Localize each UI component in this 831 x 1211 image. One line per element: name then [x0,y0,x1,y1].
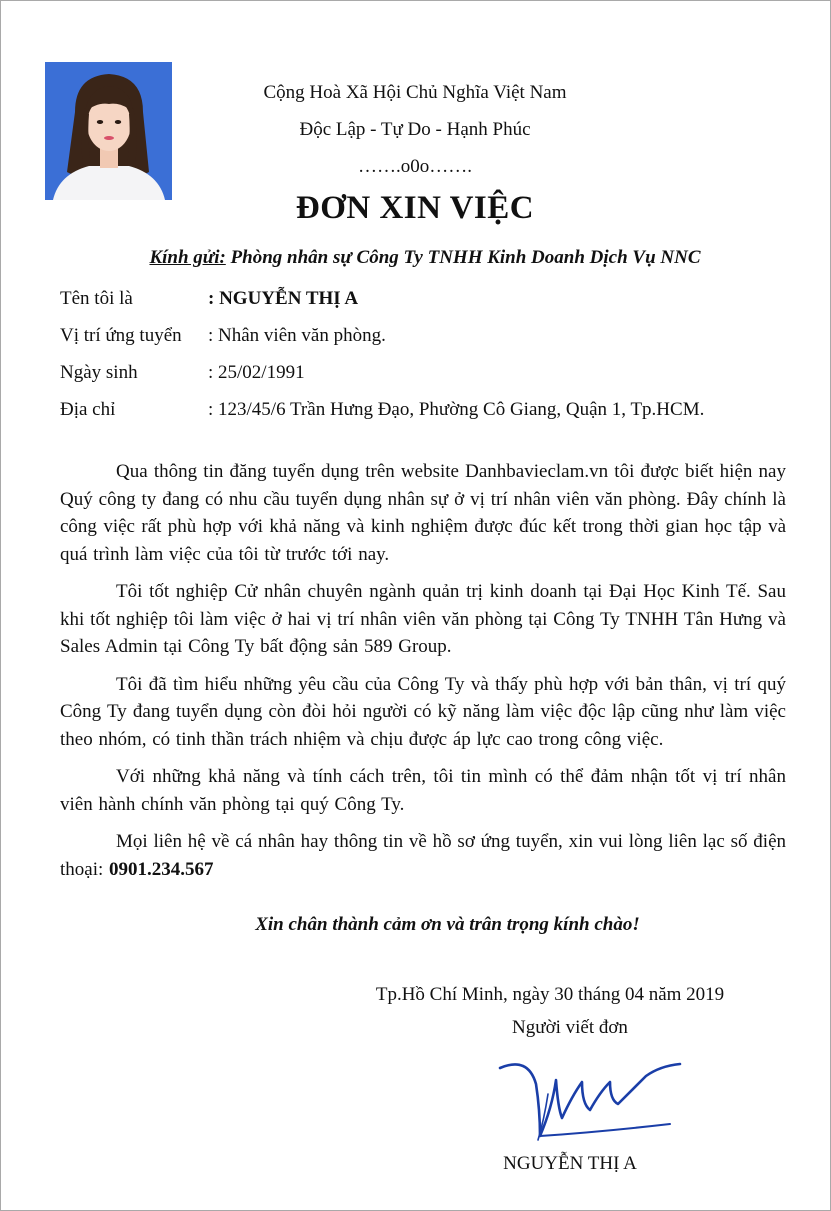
info-row-name [60,280,800,317]
info-row-birthdate [60,354,800,391]
signer-name: NGUYỄN THỊ A [503,1153,637,1174]
phone-number: 0901.234.567 [109,858,214,880]
recipient-line [55,247,795,269]
national-header [220,74,610,185]
info-value: : NGUYỄN THỊ A [208,288,359,309]
body-paragraph-3: Tôi đã tìm hiểu những yêu cầu của Công Ty và thấy phù hợp với bản thân, vị trí quý Công Ty đang tuyển dụng còn đòi hỏi người có kỹ năng làm việc độc lập cũng như làm việc theo nhóm, có tinh thần trách nhiệm và chịu được áp lực cao trong công việc. [60,673,786,750]
info-label: Địa chỉ [60,399,116,420]
header-line-1: Cộng Hoà Xã Hội Chủ Nghĩa Việt Nam [263,82,567,103]
signer-label: Người viết đơn [512,1017,628,1038]
date-line: Tp.Hồ Chí Minh, ngày 30 tháng 04 năm 2019 [375,984,725,1005]
letter-body [60,458,786,893]
body-paragraph-2: Tôi tốt nghiệp Cử nhân chuyên ngành quản trị kinh doanh tại Đại Học Kinh Tế. Sau khi tốt nghiệp tôi làm việc ở hai vị trí nhân viên văn phòng tại Công Ty TNHH Tân Hưng và Sales Admin tại Công Ty bất động sản 589 Group. [60,581,786,657]
info-row-address [60,391,800,428]
info-value: : Nhân viên văn phòng. [208,325,386,346]
applicant-info [60,280,800,428]
header-line-3: …….o0o……. [358,156,472,177]
body-paragraph-1: Qua thông tin đăng tuyển dụng trên website Danhbavieclam.vn tôi được biết hiện nay Quý công ty đang có nhu cầu tuyển dụng nhân sự ở vị trí nhân viên văn phòng. Đây chính là công việc rất phù hợp với khả năng và kinh nghiệm được đúc kết trong thời gian học tập và quá trình làm việc của tôi từ trước tới nay. [60,461,786,565]
handwritten-signature [440,1048,690,1148]
document-title: ĐƠN XIN VIỆC [295,190,535,226]
info-label: Ngày sinh [60,362,138,383]
applicant-photo [45,62,172,200]
info-label: Vị trí ứng tuyển [60,325,182,346]
header-line-2: Độc Lập - Tự Do - Hạnh Phúc [299,119,531,140]
recipient-label: Kính gửi: [149,247,226,268]
recipient-text: Phòng nhân sự Công Ty TNHH Kinh Doanh Dịch Vụ NNC [225,247,701,268]
info-value: : 25/02/1991 [208,362,305,383]
contact-text: Mọi liên hệ về cá nhân hay thông tin về hồ sơ ứng tuyển, xin vui lòng liên lạc số điện thoại: [60,831,786,880]
body-paragraph-4: Với những khả năng và tính cách trên, tôi tin mình có thể đảm nhận tốt vị trí nhân viên hành chính văn phòng tại quý Công Ty. [60,766,786,815]
info-label: Tên tôi là [60,288,133,309]
contact-paragraph [60,828,786,883]
closing-line: Xin chân thành cảm ơn và trân trọng kính chào! [255,914,640,935]
info-row-position [60,317,800,354]
info-value: : 123/45/6 Trần Hưng Đạo, Phường Cô Giang, Quận 1, Tp.HCM. [208,399,705,420]
